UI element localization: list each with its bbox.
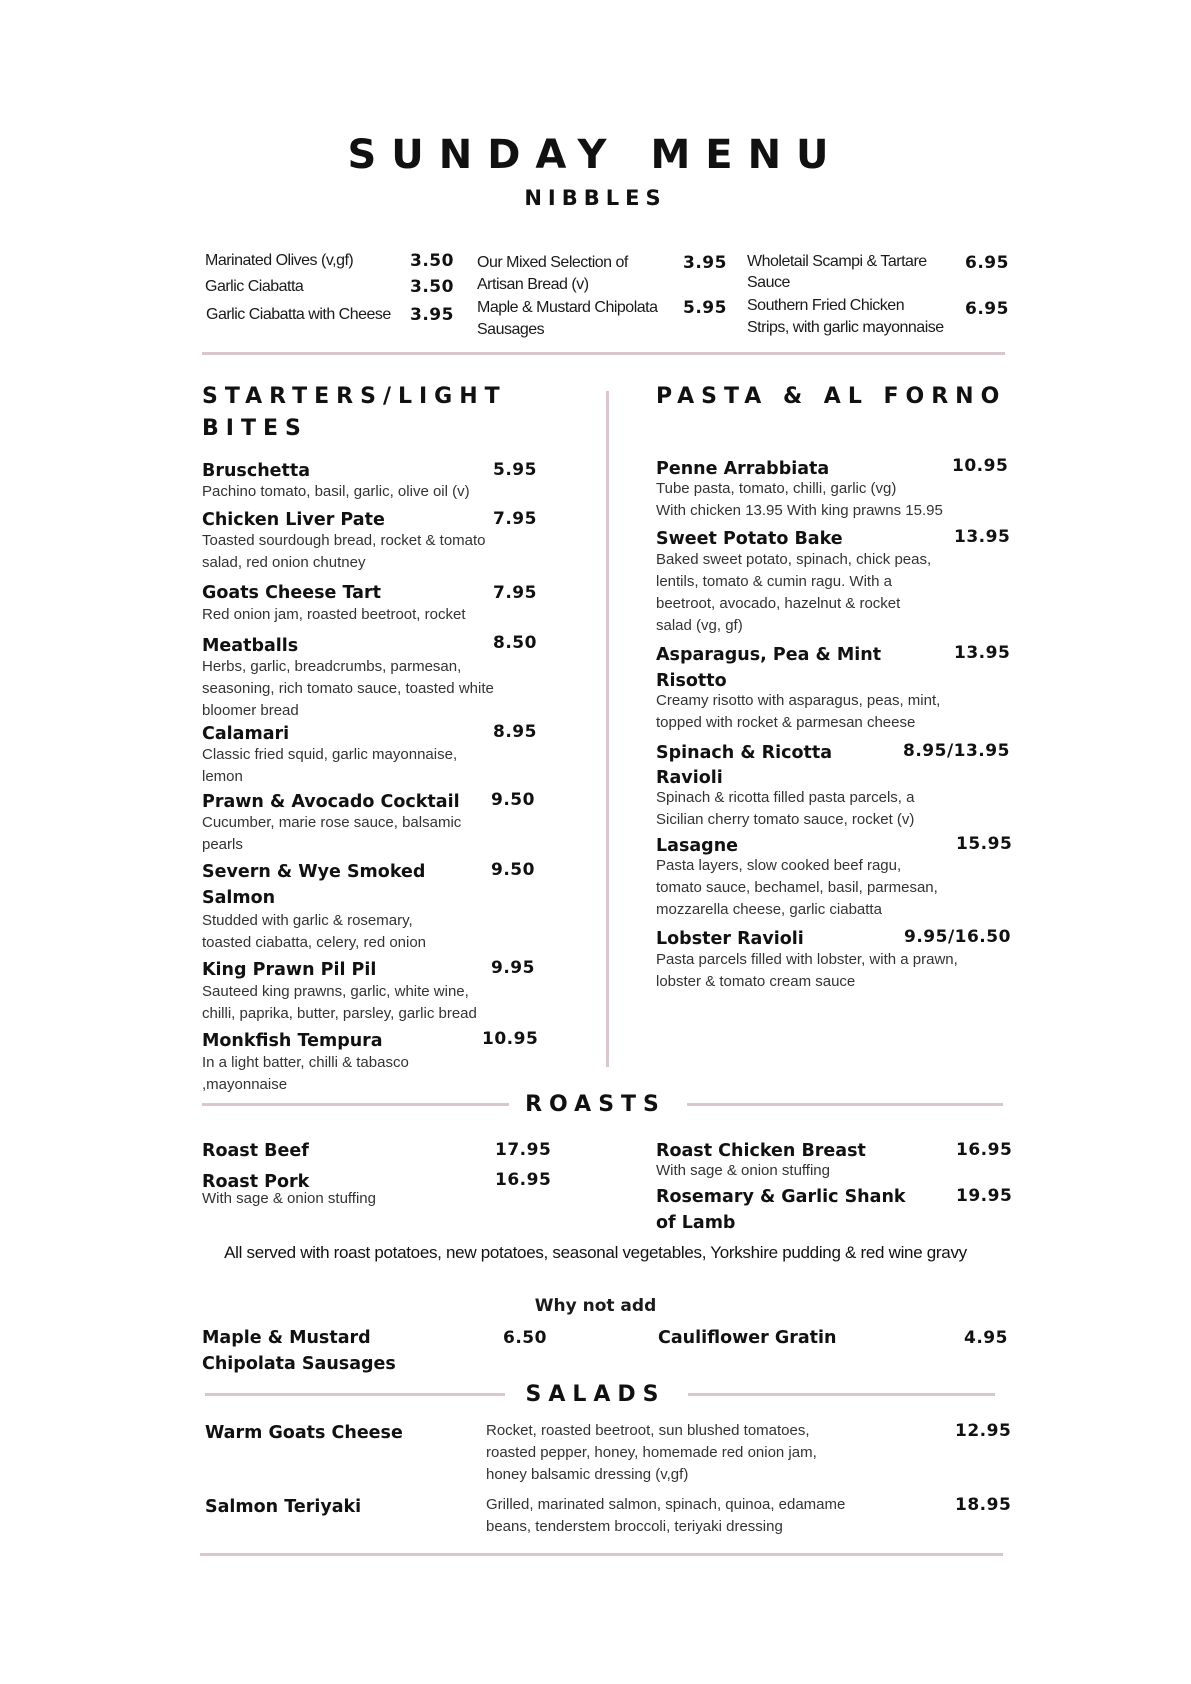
- nibble-price: 5.95: [683, 298, 727, 318]
- starter-desc: Sauteed king prawns, garlic, white wine,: [202, 983, 469, 1000]
- starter-desc: bloomer bread: [202, 702, 299, 719]
- starter-desc: ,mayonnaise: [202, 1076, 288, 1093]
- side-name-cont: Chipolata Sausages: [202, 1354, 396, 1374]
- roasts-divider-right: [687, 1103, 1003, 1106]
- pasta-price: 9.95/16.50: [904, 927, 1011, 947]
- starter-desc: salad, red onion chutney: [202, 554, 366, 571]
- roasts-note: All served with roast potatoes, new potatoes, seasonal vegetables, Yorkshire pudding & red wine gravy: [224, 1243, 967, 1262]
- starter-name: Monkfish Tempura: [202, 1031, 383, 1051]
- starter-desc: Classic fried squid, garlic mayonnaise,: [202, 746, 458, 763]
- nibble-name-cont: Sausages: [477, 321, 545, 338]
- roast-price: 16.95: [956, 1140, 1013, 1160]
- pasta-desc: topped with rocket & parmesan cheese: [656, 714, 916, 731]
- why-not-add-heading: Why not add: [534, 1296, 657, 1316]
- pasta-name: Penne Arrabbiata: [656, 459, 830, 479]
- salad-desc: Rocket, roasted beetroot, sun blushed tomatoes,: [486, 1422, 810, 1439]
- starters-heading: STARTERS/LIGHT: [202, 384, 507, 409]
- salad-name: Warm Goats Cheese: [205, 1423, 403, 1443]
- salad-desc: honey balsamic dressing (v,gf): [486, 1466, 689, 1483]
- pasta-desc: Baked sweet potato, spinach, chick peas,: [656, 551, 932, 568]
- nibble-name: Garlic Ciabatta with Cheese: [206, 306, 391, 323]
- roasts-heading: ROASTS: [525, 1092, 666, 1117]
- starter-desc: toasted ciabatta, celery, red onion: [202, 934, 427, 951]
- salad-name: Salmon Teriyaki: [205, 1497, 362, 1517]
- nibble-name: Marinated Olives (v,gf): [205, 252, 354, 269]
- starter-name-cont: Salmon: [202, 888, 276, 908]
- side-price: 4.95: [964, 1328, 1008, 1348]
- roast-name: Roast Chicken Breast: [656, 1141, 866, 1161]
- starter-desc: chilli, paprika, butter, parsley, garlic bread: [202, 1005, 477, 1022]
- menu-title: SUNDAY MENU: [347, 132, 844, 178]
- starter-price: 8.50: [493, 633, 537, 653]
- starter-name: Severn & Wye Smoked: [202, 862, 426, 882]
- roast-price: 19.95: [956, 1186, 1013, 1206]
- pasta-desc: Tube pasta, tomato, chilli, garlic (vg): [656, 480, 897, 497]
- pasta-desc: Pasta parcels filled with lobster, with a prawn,: [656, 951, 958, 968]
- starter-name: Chicken Liver Pate: [202, 510, 385, 530]
- pasta-desc: beetroot, avocado, hazelnut & rocket: [656, 595, 901, 612]
- pasta-desc: salad (vg, gf): [656, 617, 743, 634]
- pasta-price: 10.95: [952, 456, 1009, 476]
- pasta-desc: tomato sauce, bechamel, basil, parmesan,: [656, 879, 938, 896]
- starter-desc: lemon: [202, 768, 243, 785]
- pasta-price: 8.95/13.95: [903, 741, 1010, 761]
- nibbles-divider: [202, 352, 1005, 355]
- pasta-name: Spinach & Ricotta: [656, 743, 833, 763]
- salad-desc: Grilled, marinated salmon, spinach, quinoa, edamame: [486, 1496, 846, 1513]
- starter-desc: seasoning, rich tomato sauce, toasted white: [202, 680, 494, 697]
- starters-heading-cont: BITES: [202, 416, 308, 441]
- starter-price: 9.50: [491, 860, 535, 880]
- pasta-name-cont: Ravioli: [656, 768, 723, 788]
- starter-price: 7.95: [493, 509, 537, 529]
- nibble-name-cont: Artisan Bread (v): [477, 276, 589, 293]
- pasta-price: 13.95: [954, 643, 1011, 663]
- nibble-name-cont: Sauce: [747, 274, 790, 291]
- nibble-price: 3.50: [410, 277, 454, 297]
- nibble-price: 3.50: [410, 251, 454, 271]
- pasta-desc: With chicken 13.95 With king prawns 15.95: [656, 502, 943, 519]
- starter-name: Meatballs: [202, 636, 299, 656]
- pasta-desc: lentils, tomato & cumin ragu. With a: [656, 573, 892, 590]
- starter-name: Bruschetta: [202, 461, 311, 481]
- starter-name: Calamari: [202, 724, 290, 744]
- pasta-desc: Spinach & ricotta filled pasta parcels, a: [656, 789, 915, 806]
- pasta-name: Asparagus, Pea & Mint: [656, 645, 882, 665]
- pasta-desc: Sicilian cherry tomato sauce, rocket (v): [656, 811, 915, 828]
- side-price: 6.50: [503, 1328, 547, 1348]
- salads-heading: SALADS: [525, 1382, 666, 1407]
- roast-name-cont: of Lamb: [656, 1213, 736, 1233]
- pasta-name: Lasagne: [656, 836, 739, 856]
- starter-desc: Cucumber, marie rose sauce, balsamic: [202, 814, 462, 831]
- side-name: Cauliflower Gratin: [658, 1328, 837, 1348]
- roast-desc: With sage & onion stuffing: [202, 1190, 376, 1207]
- nibble-price: 6.95: [965, 299, 1009, 319]
- starter-price: 10.95: [482, 1029, 539, 1049]
- roast-price: 17.95: [495, 1140, 552, 1160]
- nibble-name: Southern Fried Chicken: [747, 297, 905, 314]
- nibble-price: 6.95: [965, 253, 1009, 273]
- nibble-name: Garlic Ciabatta: [205, 278, 304, 295]
- starter-price: 7.95: [493, 583, 537, 603]
- nibble-name-cont: Strips, with garlic mayonnaise: [747, 319, 944, 336]
- roast-name: Roast Pork: [202, 1172, 310, 1192]
- column-divider: [606, 391, 609, 1067]
- starter-desc: Herbs, garlic, breadcrumbs, parmesan,: [202, 658, 462, 675]
- pasta-heading: PASTA & AL FORNO: [656, 384, 1007, 409]
- roast-price: 16.95: [495, 1170, 552, 1190]
- nibble-name: Maple & Mustard Chipolata: [477, 299, 658, 316]
- starter-price: 9.50: [491, 790, 535, 810]
- salad-desc: roasted pepper, honey, homemade red onion jam,: [486, 1444, 817, 1461]
- salads-divider-right: [688, 1393, 995, 1396]
- starter-price: 9.95: [491, 958, 535, 978]
- starter-desc: Toasted sourdough bread, rocket & tomato: [202, 532, 486, 549]
- bottom-divider: [200, 1553, 1003, 1556]
- pasta-desc: Creamy risotto with asparagus, peas, mint,: [656, 692, 941, 709]
- pasta-name: Sweet Potato Bake: [656, 529, 843, 549]
- salad-desc: beans, tenderstem broccoli, teriyaki dressing: [486, 1518, 783, 1535]
- nibble-name: Our Mixed Selection of: [477, 254, 628, 271]
- side-name: Maple & Mustard: [202, 1328, 371, 1348]
- salad-price: 12.95: [955, 1421, 1012, 1441]
- starter-price: 5.95: [493, 460, 537, 480]
- starter-desc: Studded with garlic & rosemary,: [202, 912, 413, 929]
- starter-desc: Pachino tomato, basil, garlic, olive oil (v): [202, 483, 470, 500]
- nibble-price: 3.95: [410, 305, 454, 325]
- starter-desc: In a light batter, chilli & tabasco: [202, 1054, 409, 1071]
- nibble-price: 3.95: [683, 253, 727, 273]
- pasta-name: Lobster Ravioli: [656, 929, 804, 949]
- nibbles-heading: NIBBLES: [524, 186, 667, 210]
- roast-desc: With sage & onion stuffing: [656, 1162, 830, 1179]
- starter-desc: Red onion jam, roasted beetroot, rocket: [202, 606, 466, 623]
- starter-name: Goats Cheese Tart: [202, 583, 381, 603]
- roast-name: Roast Beef: [202, 1141, 309, 1161]
- pasta-price: 13.95: [954, 527, 1011, 547]
- roast-name: Rosemary & Garlic Shank: [656, 1187, 906, 1207]
- starter-name: Prawn & Avocado Cocktail: [202, 792, 460, 812]
- starter-price: 8.95: [493, 722, 537, 742]
- salad-price: 18.95: [955, 1495, 1012, 1515]
- pasta-price: 15.95: [956, 834, 1013, 854]
- pasta-desc: lobster & tomato cream sauce: [656, 973, 856, 990]
- nibble-name: Wholetail Scampi & Tartare: [747, 253, 927, 270]
- starter-desc: pearls: [202, 836, 243, 853]
- pasta-desc: mozzarella cheese, garlic ciabatta: [656, 901, 882, 918]
- pasta-name-cont: Risotto: [656, 671, 727, 691]
- starter-name: King Prawn Pil Pil: [202, 960, 377, 980]
- pasta-desc: Pasta layers, slow cooked beef ragu,: [656, 857, 902, 874]
